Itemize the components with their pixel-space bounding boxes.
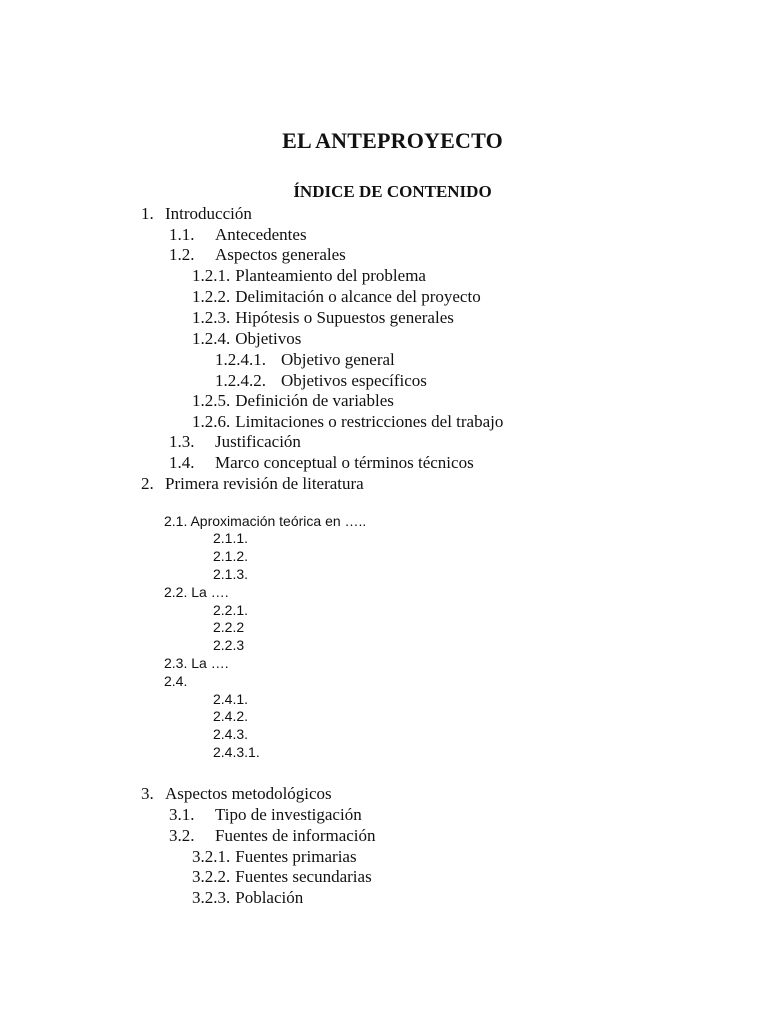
toc-entry-label: Fuentes primarias bbox=[235, 847, 357, 866]
document-title: EL ANTEPROYECTO bbox=[282, 128, 503, 153]
toc-entry-number: 3.1. bbox=[169, 805, 195, 824]
toc-entry-number: 1.2. bbox=[169, 245, 195, 264]
toc-entry bbox=[169, 805, 362, 825]
toc-entry-label: Marco conceptual o términos técnicos bbox=[215, 453, 474, 472]
toc-entry-number: 1.2.2. bbox=[192, 287, 231, 306]
toc-entry-number: 1.2.3. bbox=[192, 308, 231, 327]
toc-entry bbox=[141, 474, 364, 494]
toc-entry-number: 1.2.4. bbox=[192, 329, 231, 348]
toc-entry-label: Delimitación o alcance del proyecto bbox=[235, 287, 481, 306]
toc-entry-label: Primera revisión de literatura bbox=[165, 474, 364, 493]
toc-entry: 2.4. bbox=[164, 673, 188, 689]
toc-entry: 2.2.2 bbox=[213, 619, 245, 635]
toc-entry bbox=[169, 225, 307, 245]
toc-entry bbox=[141, 784, 332, 804]
toc-entry bbox=[192, 287, 481, 307]
toc-entry-number: 1.2.4.1. bbox=[215, 350, 266, 369]
toc-entry bbox=[192, 308, 454, 328]
toc-entry bbox=[192, 329, 301, 349]
toc-entry-label: Hipótesis o Supuestos generales bbox=[235, 308, 454, 327]
toc-entry-label: Planteamiento del problema bbox=[235, 266, 426, 285]
toc-entry-number: 1.3. bbox=[169, 432, 195, 451]
toc-entry bbox=[192, 391, 394, 411]
toc-entry-number: 1.2.4.2. bbox=[215, 371, 266, 390]
toc-entry: 2.2.3 bbox=[213, 637, 245, 653]
toc-entry bbox=[215, 371, 427, 391]
toc-entry-number: 1.1. bbox=[169, 225, 195, 244]
toc-entry-number: 1.2.6. bbox=[192, 412, 231, 431]
toc-entry: 2.3. La …. bbox=[164, 655, 229, 671]
toc-entry: 2.4.3.1. bbox=[213, 744, 260, 760]
toc-entry-label: Objetivos específicos bbox=[281, 371, 427, 390]
toc-entry-label: Fuentes secundarias bbox=[235, 867, 372, 886]
toc-entry: 2.2. La …. bbox=[164, 584, 229, 600]
toc-entry: 2.4.3. bbox=[213, 726, 249, 742]
toc-entry-number: 2. bbox=[141, 474, 154, 493]
toc-entry bbox=[169, 432, 301, 452]
toc-entry-label: Introducción bbox=[165, 204, 252, 223]
toc-entry-label: Definición de variables bbox=[235, 391, 394, 410]
toc-entry-label: Objetivos bbox=[235, 329, 302, 348]
toc-entry bbox=[169, 245, 346, 265]
toc-entry bbox=[192, 888, 303, 908]
document-subtitle: ÍNDICE DE CONTENIDO bbox=[293, 182, 492, 201]
toc-entry bbox=[192, 266, 426, 286]
toc-entry-number: 1.2.1. bbox=[192, 266, 231, 285]
toc-entry-label: Objetivo general bbox=[281, 350, 395, 369]
toc-entry-number: 1. bbox=[141, 204, 154, 223]
toc-entry-label: Población bbox=[235, 888, 304, 907]
toc-entry-number: 3.2.3. bbox=[192, 888, 231, 907]
toc-entry bbox=[141, 204, 252, 224]
toc-entry-number: 3. bbox=[141, 784, 154, 803]
toc-entry: 2.4.1. bbox=[213, 691, 249, 707]
toc-entry-label: Fuentes de información bbox=[215, 826, 376, 845]
toc-entry bbox=[192, 847, 357, 867]
toc-entry-label: Aspectos generales bbox=[215, 245, 346, 264]
toc-entry bbox=[192, 412, 503, 432]
toc-entry-number: 3.2. bbox=[169, 826, 195, 845]
toc-entry-number: 1.4. bbox=[169, 453, 195, 472]
toc-entry-label: Tipo de investigación bbox=[215, 805, 362, 824]
toc-entry-number: 1.2.5. bbox=[192, 391, 231, 410]
toc-entry: 2.4.2. bbox=[213, 708, 249, 724]
toc-entry: 2.1.3. bbox=[213, 566, 249, 582]
toc-entry-number: 3.2.2. bbox=[192, 867, 231, 886]
toc-entry: 2.2.1. bbox=[213, 602, 249, 618]
toc-entry bbox=[169, 826, 376, 846]
toc-entry bbox=[215, 350, 395, 370]
toc-entry-label: Justificación bbox=[215, 432, 301, 451]
toc-entry-label: Antecedentes bbox=[215, 225, 307, 244]
toc-entry bbox=[169, 453, 474, 473]
toc-entry: 2.1. Aproximación teórica en ….. bbox=[164, 513, 367, 529]
toc-entry bbox=[192, 867, 372, 887]
toc-entry: 2.1.2. bbox=[213, 548, 249, 564]
toc-entry-label: Limitaciones o restricciones del trabajo bbox=[235, 412, 504, 431]
toc-entry-label: Aspectos metodológicos bbox=[165, 784, 332, 803]
toc-entry: 2.1.1. bbox=[213, 530, 249, 546]
toc-entry-number: 3.2.1. bbox=[192, 847, 231, 866]
